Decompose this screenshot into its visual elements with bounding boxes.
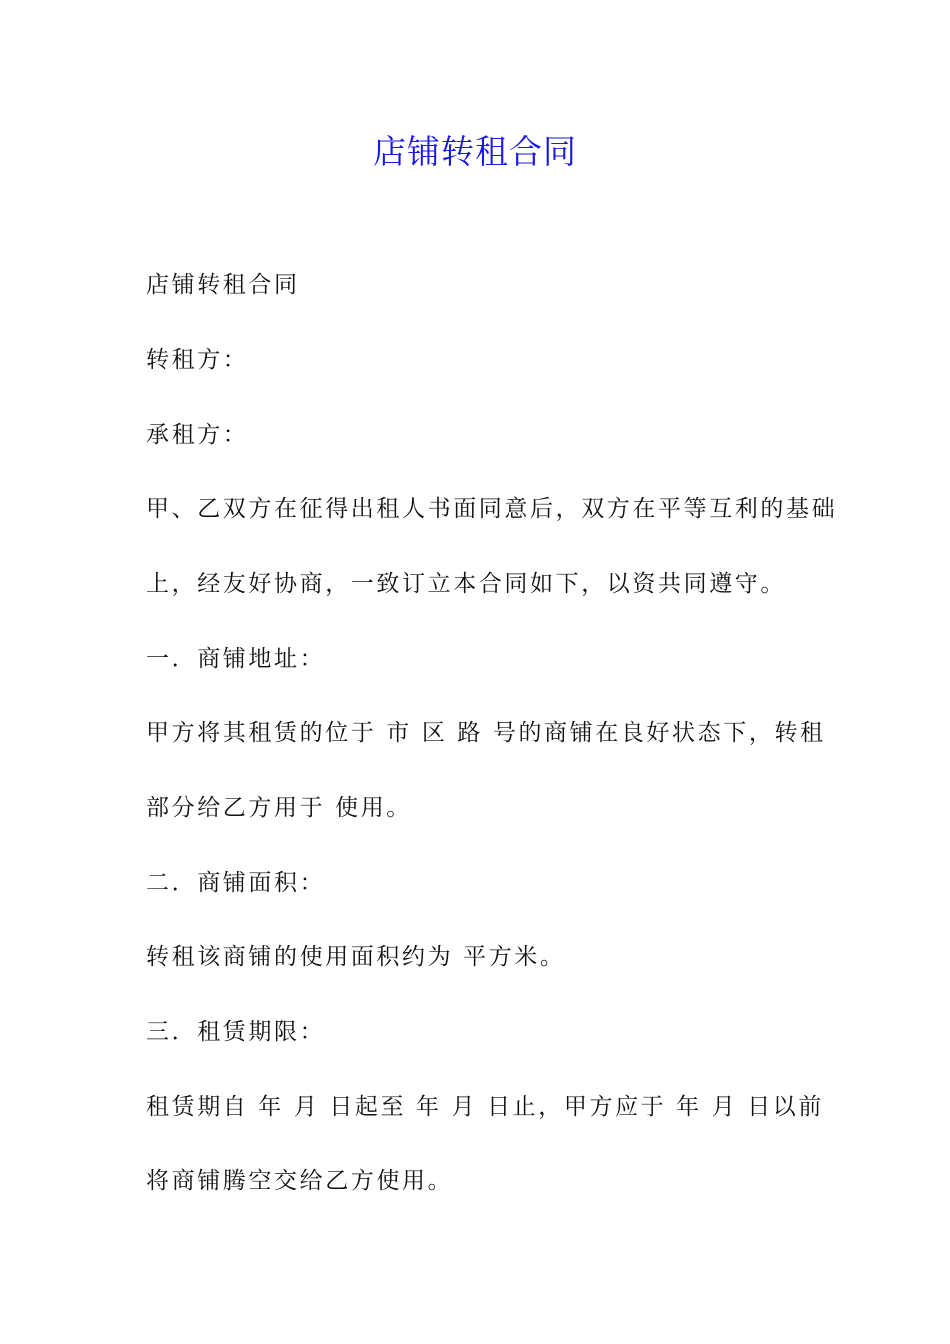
document-title: 店铺转租合同 <box>373 132 577 171</box>
subtitle-line: 店铺转租合同 <box>146 272 300 298</box>
section-heading-term: 三．租赁期限： <box>146 1019 326 1045</box>
area-clause-line: 转租该商铺的使用面积约为 平方米。 <box>146 944 566 970</box>
address-clause-line-2: 部分给乙方用于 使用。 <box>146 795 412 821</box>
section-heading-area: 二．商铺面积： <box>146 870 326 896</box>
lessee-label: 承租方： <box>146 422 249 448</box>
preamble-line-2: 上，经友好协商，一致订立本合同如下，以资共同遵守。 <box>146 571 786 597</box>
term-clause-line-2: 将商铺腾空交给乙方使用。 <box>146 1168 454 1194</box>
term-clause-line-1: 租赁期自 年 月 日起至 年 月 日止，甲方应于 年 月 日以前 <box>146 1094 824 1120</box>
sublessor-label: 转租方： <box>146 347 249 373</box>
section-heading-address: 一．商铺地址： <box>146 646 326 672</box>
preamble-line-1: 甲、乙双方在征得出租人书面同意后，双方在平等互利的基础 <box>146 496 838 522</box>
address-clause-line-1: 甲方将其租赁的位于 市 区 路 号的商铺在良好状态下，转租 <box>146 720 826 746</box>
